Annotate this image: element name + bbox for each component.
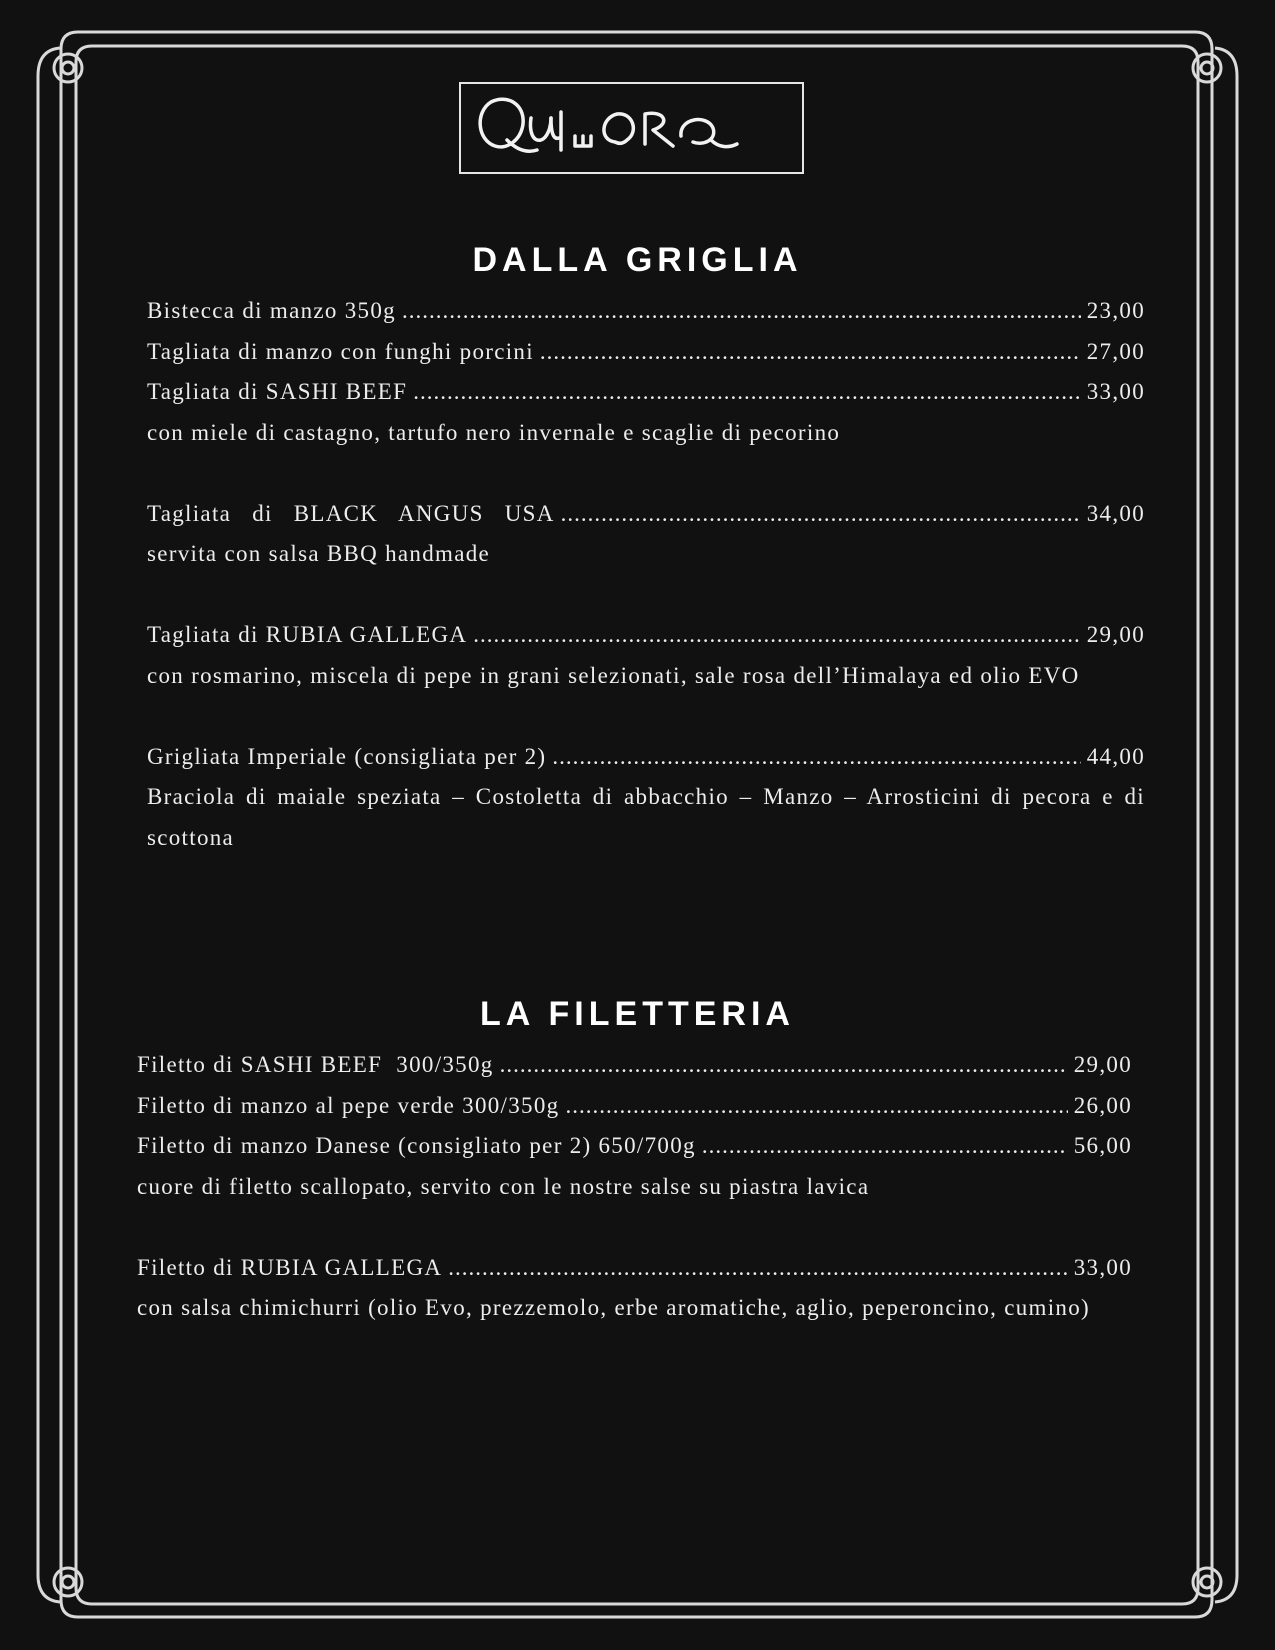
item-price: 33,00 <box>1073 1254 1132 1280</box>
item-price: 44,00 <box>1086 743 1145 769</box>
dot-leader <box>552 737 1080 778</box>
item-name: Tagliata di BLACK ANGUS USA <box>147 500 555 526</box>
menu-item <box>147 615 1145 656</box>
section-dalla-griglia <box>147 291 1145 858</box>
item-price: 23,00 <box>1086 298 1145 323</box>
item-price: 27,00 <box>1086 338 1145 364</box>
menu-item <box>137 1248 1132 1289</box>
dot-leader <box>473 615 1080 656</box>
item-description: con salsa chimichurri (olio Evo, prezzemolo, erbe aromatiche, aglio, peperoncino, cumino) <box>137 1295 1090 1320</box>
item-name: Bistecca di manzo 350g <box>147 298 396 323</box>
dot-leader <box>540 332 1081 373</box>
menu-item <box>137 1086 1132 1127</box>
dot-leader <box>561 494 1081 535</box>
item-name: Tagliata di manzo con funghi porcini <box>147 338 534 364</box>
menu-item <box>147 372 1145 413</box>
menu-item <box>147 494 1145 535</box>
dot-leader <box>500 1045 1068 1086</box>
logo-lettering-mark <box>467 88 797 168</box>
menu-item <box>147 332 1145 373</box>
item-price: 29,00 <box>1086 622 1145 647</box>
section-title-la-filetteria: LA FILETTERIA <box>480 995 795 1033</box>
dot-leader <box>565 1086 1067 1127</box>
item-price: 56,00 <box>1073 1133 1132 1158</box>
item-name: Filetto di SASHI BEEF 300/350g <box>137 1052 494 1077</box>
menu-item <box>137 1126 1132 1167</box>
item-description: con rosmarino, miscela di pepe in grani selezionati, sale rosa dell’Himalaya ed olio EVO <box>147 662 1080 688</box>
dot-leader <box>413 372 1081 413</box>
item-name: Filetto di manzo al pepe verde 300/350g <box>137 1092 560 1118</box>
item-name: Tagliata di SASHI BEEF <box>147 379 408 404</box>
item-name: Tagliata di RUBIA GALLEGA <box>147 622 468 647</box>
dot-leader <box>702 1126 1068 1167</box>
item-description: Braciola di maiale speziata – Costoletta di abbacchio – Manzo – Arrosticini di pecora e di scottona <box>147 784 1145 850</box>
item-price: 26,00 <box>1073 1092 1132 1118</box>
item-name: Grigliata Imperiale (consigliata per 2) <box>147 743 547 769</box>
menu-item <box>137 1045 1132 1086</box>
item-description: cuore di filetto scallopato, servito con le nostre salse su piastra lavica <box>137 1173 870 1199</box>
item-description: servita con salsa BBQ handmade <box>147 541 491 566</box>
menu-item <box>147 737 1145 778</box>
item-price: 29,00 <box>1073 1052 1132 1077</box>
item-name: Filetto di RUBIA GALLEGA <box>137 1254 443 1280</box>
dot-leader <box>402 291 1081 332</box>
item-price: 34,00 <box>1086 500 1145 526</box>
section-title-dalla-griglia: DALLA GRIGLIA <box>472 241 803 279</box>
dot-leader <box>448 1248 1067 1289</box>
item-name: Filetto di manzo Danese (consigliato per 2) 650/700g <box>137 1133 696 1158</box>
section-la-filetteria <box>137 1045 1132 1329</box>
item-description: con miele di castagno, tartufo nero invernale e scaglie di pecorino <box>147 419 841 445</box>
item-price: 33,00 <box>1086 379 1145 404</box>
restaurant-logo <box>459 82 804 174</box>
menu-item <box>147 291 1145 332</box>
